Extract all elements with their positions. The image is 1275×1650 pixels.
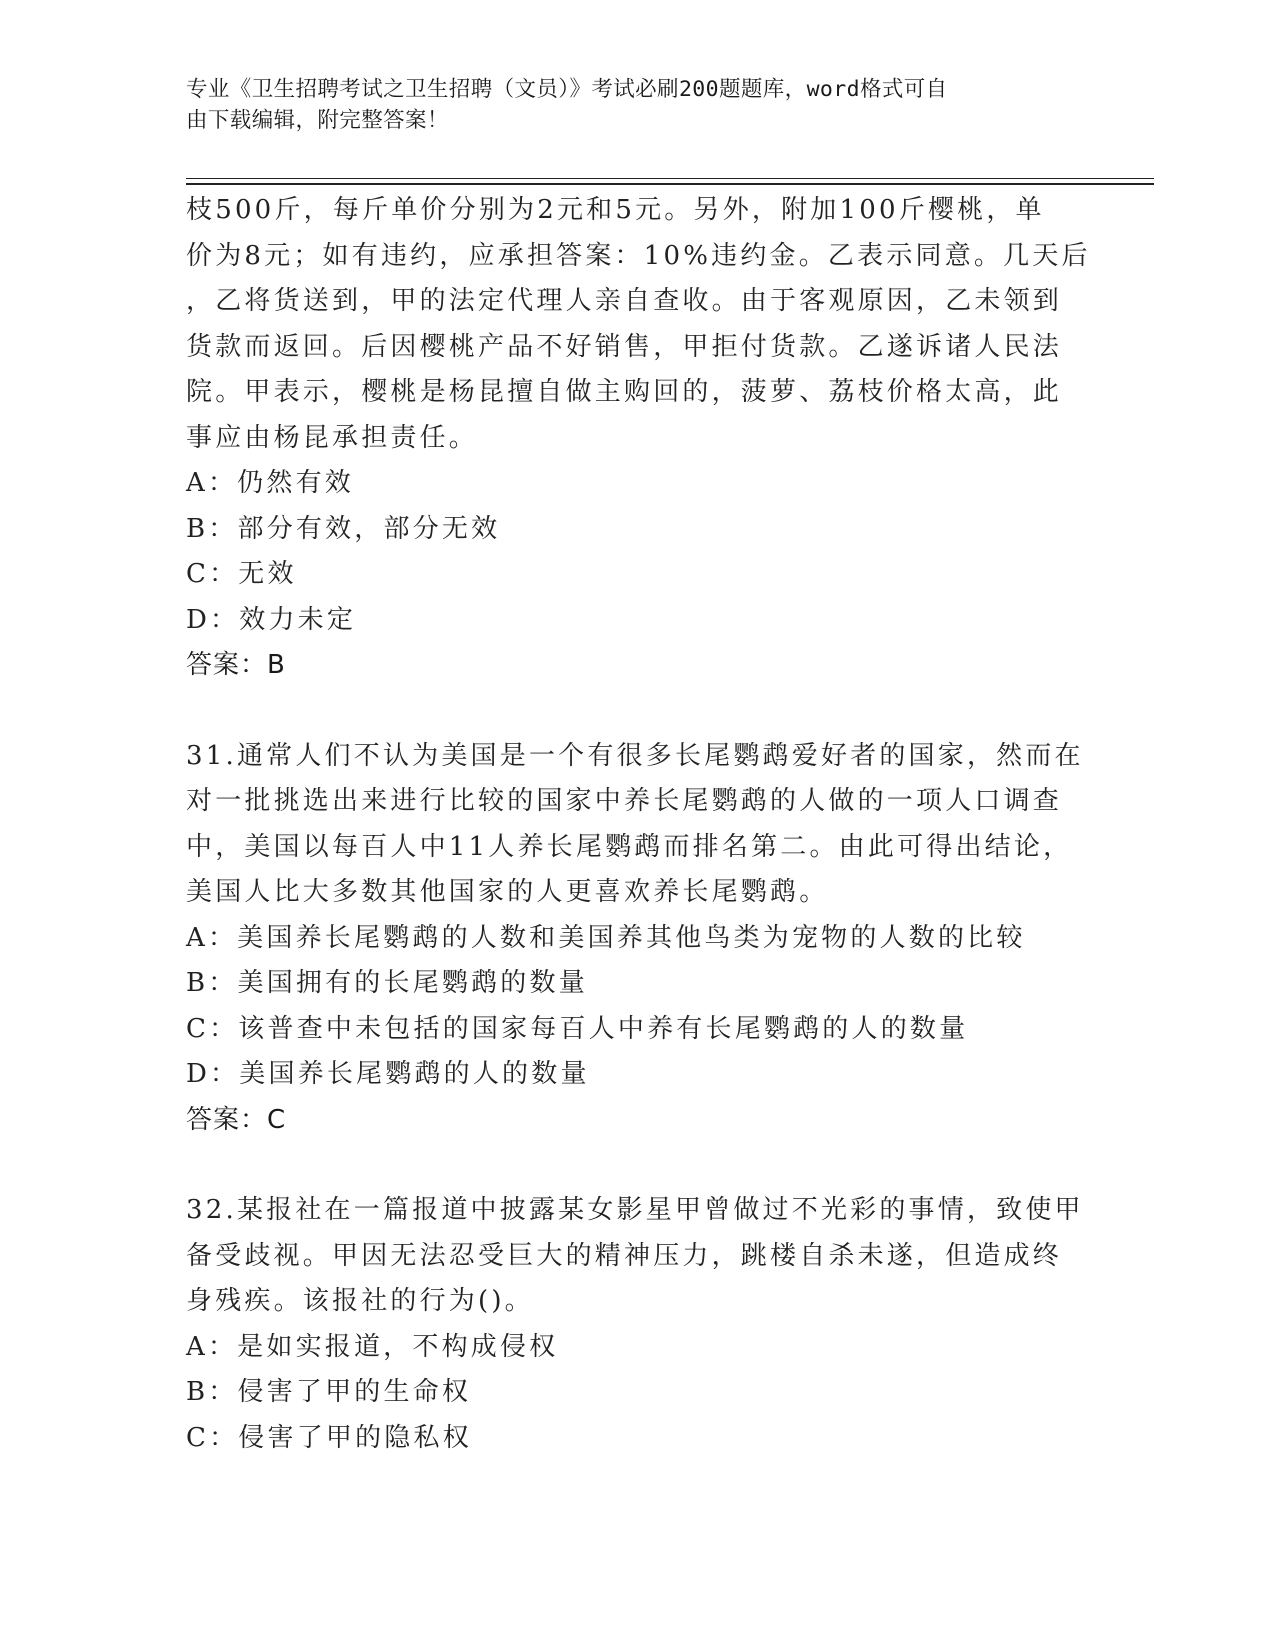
question-text-line: 院。甲表示，樱桃是杨昆擅自做主购回的，菠萝、荔枝价格太高，此	[186, 377, 1063, 407]
question-text-line: 中，美国以每百人中11人养长尾鹦鹉而排名第二。由此可得出结论，	[186, 831, 1073, 862]
option-c: C：该普查中未包括的国家每百人中养有长尾鹦鹉的人的数量	[186, 1013, 969, 1044]
question-text-line: 事应由杨昆承担责任。	[186, 422, 479, 453]
option-a: A：仍然有效	[186, 468, 354, 498]
question-text-line: 身残疾。该报社的行为()。	[186, 1286, 534, 1316]
question-text-line: 货款而返回。后因樱桃产品不好销售，甲拒付货款。乙遂诉诸人民法	[186, 331, 1063, 362]
question-spacer	[186, 689, 1086, 734]
option-b: B：部分有效，部分无效	[186, 513, 501, 544]
question-spacer	[186, 1143, 1086, 1188]
option-d: D：美国养长尾鹦鹉的人的数量	[186, 1059, 590, 1089]
question-content	[186, 188, 1091, 1461]
question-text-line: 31.通常人们不认为美国是一个有很多长尾鹦鹉爱好者的国家，然而在	[186, 740, 1084, 771]
answer-label: 答案：C	[186, 1104, 287, 1135]
question-text-line: ，乙将货送到，甲的法定代理人亲自查收。由于客观原因，乙未领到	[186, 286, 1063, 316]
question-30-continuation	[186, 188, 1091, 689]
question-text-line: 价为8元；如有违约，应承担答案：10%违约金。乙表示同意。几天后	[186, 240, 1091, 271]
question-32	[186, 1188, 1086, 1461]
header-divider-thick	[186, 183, 1154, 185]
option-a: A：美国养长尾鹦鹉的人数和美国养其他鸟类为宠物的人数的比较	[186, 922, 1026, 953]
header-line-1: 专业《卫生招聘考试之卫生招聘（文员）》考试必刷200题题库，word格式可自	[186, 77, 948, 102]
question-text-line: 美国人比大多数其他国家的人更喜欢养长尾鹦鹉。	[186, 877, 829, 907]
option-a: A：是如实报道，不构成侵权	[186, 1331, 559, 1362]
question-text-line: 备受歧视。甲因无法忍受巨大的精神压力，跳楼自杀未遂，但造成终	[186, 1240, 1063, 1271]
option-c: C：无效	[186, 559, 297, 589]
question-31	[186, 734, 1086, 1144]
header-line-2: 由下载编辑，附完整答案！	[186, 108, 449, 133]
option-c: C：侵害了甲的隐私权	[186, 1422, 472, 1453]
option-b: B：美国拥有的长尾鹦鹉的数量	[186, 968, 588, 998]
question-text-line: 32.某报社在一篇报道中披露某女影星甲曾做过不光彩的事情，致使甲	[186, 1195, 1084, 1225]
header-divider-thin	[186, 178, 1154, 179]
question-text-line: 枝500斤，每斤单价分别为2元和5元。另外，附加100斤樱桃，单	[186, 195, 1045, 225]
question-text-line: 对一批挑选出来进行比较的国家中养长尾鹦鹉的人做的一项人口调查	[186, 786, 1063, 816]
option-b: B：侵害了甲的生命权	[186, 1377, 472, 1407]
option-d: D：效力未定	[186, 604, 357, 635]
answer-label: 答案：B	[186, 650, 286, 680]
document-header	[186, 74, 1066, 136]
